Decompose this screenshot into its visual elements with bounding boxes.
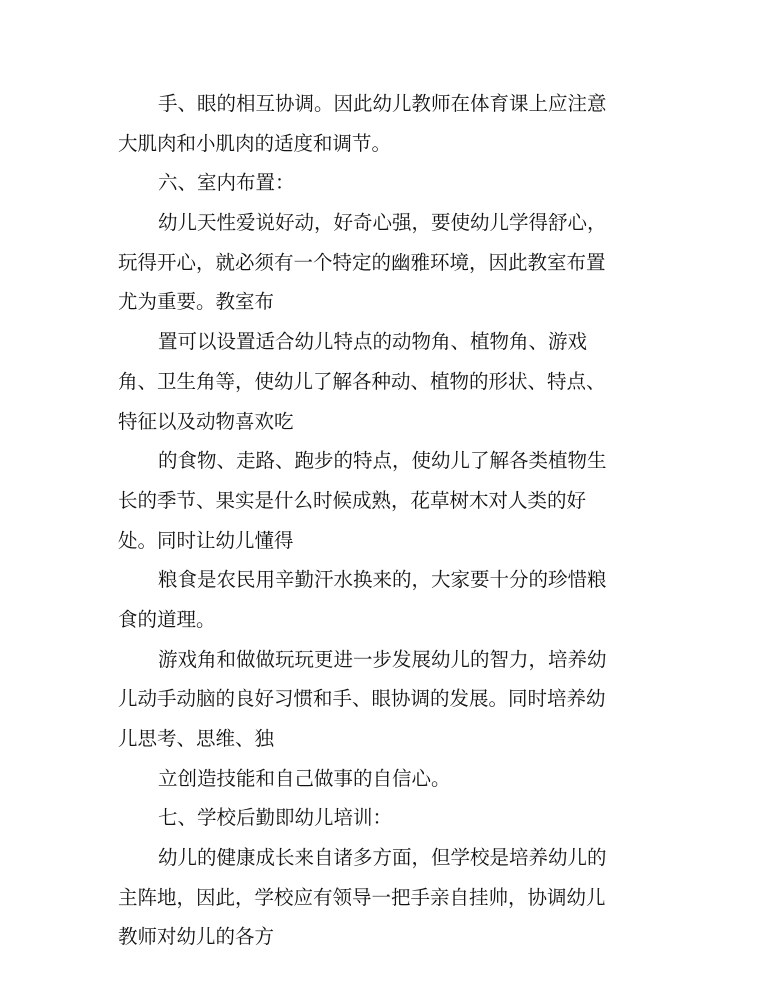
- text-line: 的食物、走路、跑步的特点，使幼儿了解各类植物生: [158, 449, 607, 473]
- text-line: 游戏角和做做玩玩更进一步发展幼儿的智力，培养幼: [158, 647, 607, 671]
- text-line: 教师对幼儿的各方: [118, 925, 275, 949]
- section-heading: 六、室内布置：: [158, 171, 295, 195]
- text-line: 尤为重要。教室布: [118, 290, 275, 314]
- document-body: [118, 84, 648, 957]
- text-line: 手、眼的相互协调。因此幼儿教师在体育课上应注意: [158, 92, 607, 115]
- text-line: 长的季节、果实是什么时候成熟，花草树木对人类的好: [118, 488, 587, 512]
- text-line: 特征以及动物喜欢吃: [118, 409, 294, 433]
- text-line: 主阵地，因此，学校应有领导一把手亲自挂帅，协调幼儿: [118, 885, 606, 909]
- text-line: 幼儿的健康成长来自诸多方面，但学校是培养幼儿的: [158, 846, 607, 870]
- text-line: 角、卫生角等，使幼儿了解各种动、植物的形状、特点、: [118, 369, 606, 393]
- text-line: 处。同时让幼儿懂得: [118, 528, 294, 552]
- text-line: 幼儿天性爱说好动，好奇心强，要使幼儿学得舒心，: [158, 211, 607, 235]
- text-line: 立创造技能和自己做事的自信心。: [158, 766, 451, 790]
- text-line: 食的道理。: [118, 607, 216, 631]
- text-line: 玩得开心，就必须有一个特定的幽雅环境，因此教室布置: [118, 250, 606, 274]
- text-line: 大肌肉和小肌肉的适度和调节。: [118, 131, 392, 155]
- text-line: 儿动手动脑的良好习惯和手、眼协调的发展。同时培养幼: [118, 687, 606, 711]
- text-line: 粮食是农民用辛勤汗水换来的，大家要十分的珍惜粮: [158, 568, 607, 592]
- text-line: 置可以设置适合幼儿特点的动物角、植物角、游戏: [158, 330, 588, 354]
- section-heading: 七、学校后勤即幼儿培训：: [158, 806, 393, 830]
- text-line: 儿思考、思维、独: [118, 727, 275, 750]
